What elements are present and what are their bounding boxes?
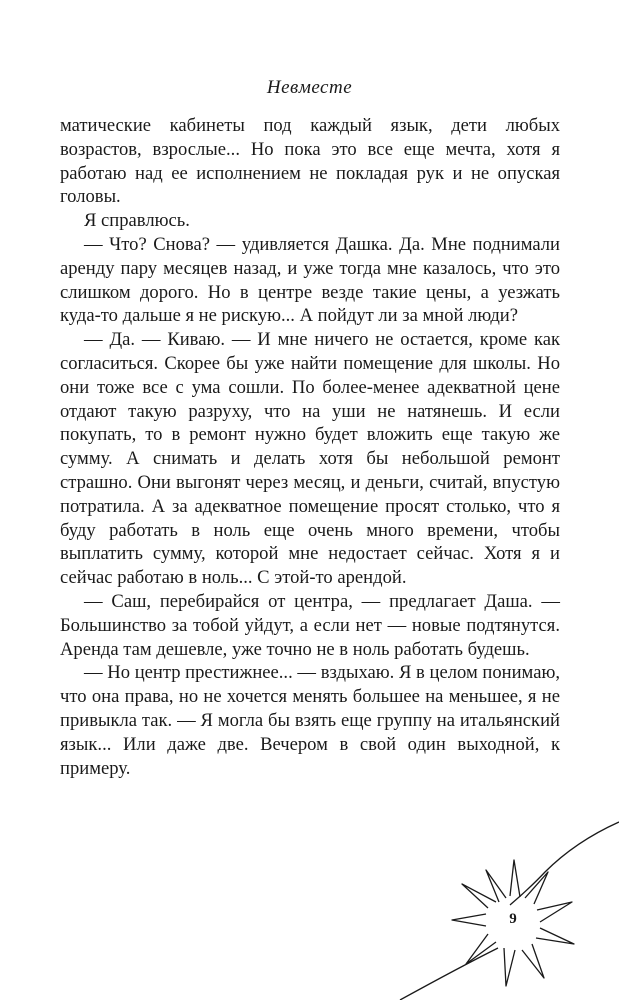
page-number: 9 — [509, 911, 517, 927]
paragraph: — Но центр престижнее... — вздыхаю. Я в целом понимаю, что она права, но не хочется менять большее на меньшее, я не привыкла так. — Я могла бы взять еще группу на итальянский язык... Или даже две. Вечером в свой один выходной, к примеру. — [60, 662, 560, 779]
paragraph: — Саш, перебирайся от центра, — предлагает Даша. — Большинство за тобой уйдут, а если нет — новые подтянутся. Аренда там дешевле, уже точно не в ноль работать будешь. — [60, 590, 560, 660]
paragraph: Я справлюсь. — [84, 210, 190, 232]
paragraph: — Что? Снова? — удивляется Дашка. Да. Мне поднимали аренду пару месяцев назад, и уже тогда мне казалось, что это слишком дорого. Но в центре везде такие цены, а уезжать куда-то дальше я не рискую... А пойдут ли за мной люди? — [60, 233, 560, 327]
paragraph: — Да. — Киваю. — И мне ничего не остается, кроме как согласиться. Скорее бы уже найти помещение для школы. Но они тоже все с ума сошли. По более-менее адекватной цене отдают такую разруху, что на уши не натянешь. И если покупать, то в ремонт нужно будет вложить еще такую же сумму. А снимать и делать хотя бы небольшой ремонт страшно. Они выгонят через месяц, и деньги, считай, впустую потратила. А за адекватное помещение просят столько, что я буду работать в ноль еще очень много времени, чтобы выплатить сумму, которой мне недостает сейчас. Хотя я и сейчас работаю в ноль... С этой-то арендой. — [60, 329, 560, 589]
running-head: Невместе — [266, 77, 353, 98]
paragraph: матические кабинеты под каждый язык, дети любых возрастов, взрослые... Но пока это все еще мечта, хотя я работаю над ее исполнением не покладая рук и не опуская головы. — [60, 115, 560, 208]
body-text — [60, 114, 560, 780]
